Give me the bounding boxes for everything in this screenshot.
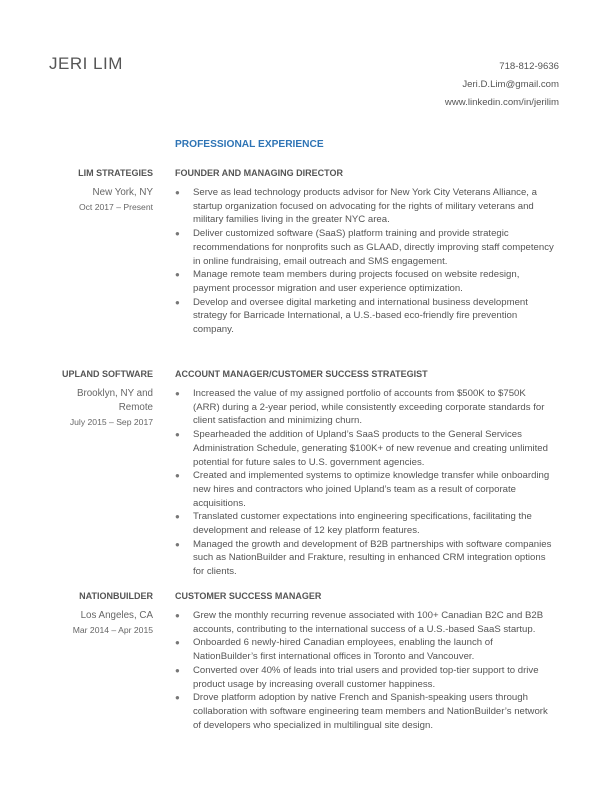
bullet-item: ● Increased the value of my assigned portfolio of accounts from $500K to $750K (ARR) during a 2-year period, while consistently exceeding corporate standards for client satisfaction and minimizing churn.: [175, 388, 545, 427]
bullet-icon: ●: [175, 270, 180, 280]
job-location: New York, NY: [92, 187, 153, 198]
company-name: LIM STRATEGIES: [78, 168, 153, 178]
email-address: Jeri.D.Lim@gmail.com: [462, 79, 559, 90]
bullet-item: ● Managed the growth and development of B2B partnerships with software companies such as NationBuilder and Frakture, resulting in enhanced CRM integration options for clients.: [175, 538, 552, 578]
job-title: CUSTOMER SUCCESS MANAGER: [175, 591, 322, 601]
bullet-icon: ●: [175, 539, 180, 549]
job-location: Los Angeles, CA: [80, 610, 153, 621]
job-title: ACCOUNT MANAGER/CUSTOMER SUCCESS STRATEGIST: [175, 369, 428, 379]
bullet-icon: ●: [175, 665, 180, 675]
bullet-icon: ●: [175, 188, 180, 197]
linkedin-url: www.linkedin.com/in/jerilim: [444, 97, 559, 108]
contact-block: [445, 58, 559, 112]
bullet-icon: ●: [175, 512, 180, 522]
bullet-item: ● Develop and oversee digital marketing and international business development strategy for Barricade International, a U.S.-based eco-friendly fire prevention company.: [175, 296, 528, 336]
bullet-icon: ●: [175, 389, 180, 398]
bullet-item: ● Onboarded 6 newly-hired Canadian employees, enabling the launch of NationBuilder’s first international offices in Toronto and Vancouver.: [175, 637, 493, 663]
candidate-name: JERI LIM: [49, 54, 123, 73]
company-name: NATIONBUILDER: [79, 591, 153, 601]
bullet-icon: ●: [175, 430, 180, 440]
job-dates: July 2015 – Sep 2017: [69, 417, 153, 427]
company-name: UPLAND SOFTWARE: [62, 369, 153, 379]
bullet-icon: ●: [175, 638, 180, 648]
section-title: PROFESSIONAL EXPERIENCE: [175, 139, 324, 150]
bullet-item: ● Created and implemented systems to optimize knowledge transfer while onboarding new hires and contractors who joined Upland’s team as a result of corporate acquisitions.: [175, 470, 550, 509]
bullet-item: ● Drove platform adoption by native French and Spanish-speaking users through collaboration with software engineering team members and NationBuilder’s network of developers who specialized in multilingual site design.: [175, 692, 548, 731]
bullet-icon: ●: [175, 611, 180, 620]
job-dates: Mar 2014 – Apr 2015: [72, 625, 153, 635]
bullet-list: [175, 609, 555, 732]
job-location: Brooklyn, NY and Remote: [76, 388, 153, 413]
bullet-icon: ●: [175, 297, 180, 307]
bullet-icon: ●: [175, 229, 180, 239]
bullet-list: [175, 186, 555, 337]
bullet-item: ● Serve as lead technology products advisor for New York City Veterans Alliance, a startup organization focused on advocating for the rights of military veterans and military families living in the greater NYC area.: [175, 187, 537, 226]
bullet-item: ● Converted over 40% of leads into trial users and provided top-tier support to drive product usage by increasing overall customer happiness.: [175, 664, 539, 690]
bullet-item: ● Manage remote team members during projects focused on website redesign, payment processor migration and user experience optimization.: [175, 269, 520, 294]
bullet-list: [175, 387, 555, 579]
bullet-item: ● Deliver customized software (SaaS) platform training and provide strategic recommendations for nonprofits such as GLAAD, directly improving staff competency in online fundraising, email outreach and SMS engagement.: [175, 228, 554, 267]
job-title: FOUNDER AND MANAGING DIRECTOR: [175, 168, 343, 178]
bullet-item: ● Translated customer expectations into engineering specifications, facilitating the development and release of 12 key platform features.: [175, 511, 532, 537]
bullet-icon: ●: [175, 471, 180, 481]
bullet-item: ● Spearheaded the addition of Upland’s SaaS products to the General Services Administration Schedule, generating $100K+ of new revenue and creating unlimited potential for future sales to U.S. government agencies.: [175, 429, 548, 468]
bullet-icon: ●: [175, 693, 180, 703]
bullet-item: ● Grew the monthly recurring revenue associated with 100+ Canadian B2C and B2B accounts, contributing to the international success of a U.S.-based SaaS startup.: [175, 610, 544, 635]
phone-number: 718-812-9636: [499, 61, 559, 72]
job-dates: Oct 2017 – Present: [78, 202, 153, 212]
